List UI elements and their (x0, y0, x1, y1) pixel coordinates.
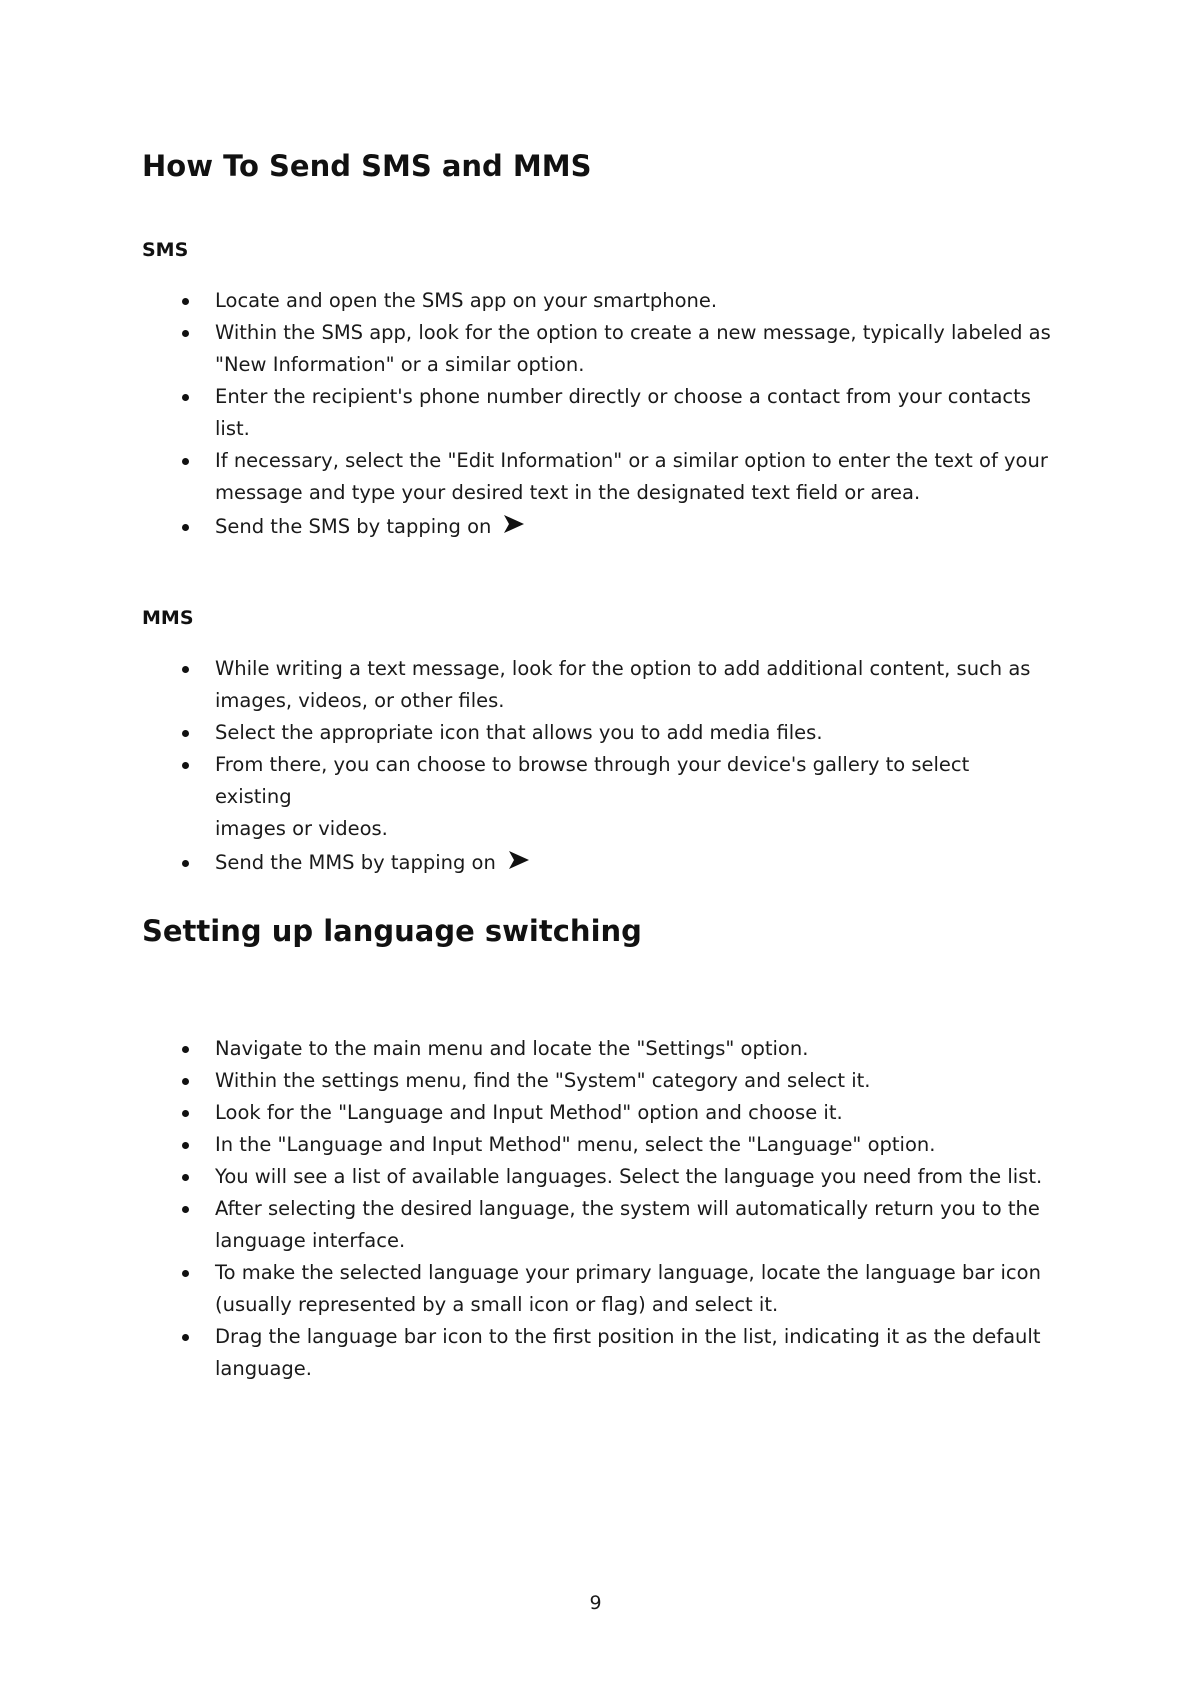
list-item (0, 749, 1191, 845)
list-item-line: Send the SMS by tapping on (215, 515, 492, 538)
list-item-line: (usually represented by a small icon or flag) and select it. (215, 1293, 779, 1316)
send-arrow-icon (503, 514, 525, 534)
list-item (0, 1193, 1191, 1257)
list-item (0, 1097, 1191, 1129)
list-item (0, 847, 1191, 879)
bullet-dot (182, 1206, 189, 1213)
list-item-line: Navigate to the main menu and locate the "Settings" option. (215, 1037, 809, 1060)
list-item (0, 653, 1191, 717)
heading-mms: MMS (142, 607, 194, 629)
bullet-dot (182, 330, 189, 337)
list-item (0, 1161, 1191, 1193)
list-item-line: Enter the recipient's phone number directly or choose a contact from your contacts (215, 385, 1031, 408)
list-item-line: Drag the language bar icon to the first position in the list, indicating it as the default (215, 1325, 1041, 1348)
list-item-line: message and type your desired text in the designated text field or area. (215, 481, 921, 504)
bullet-dot (182, 1270, 189, 1277)
list-item-line: list. (215, 417, 250, 440)
bullet-dot (182, 458, 189, 465)
bullet-dot (182, 1110, 189, 1117)
list-item-line: Locate and open the SMS app on your smartphone. (215, 289, 718, 312)
bullet-dot (182, 1046, 189, 1053)
page-number: 9 (589, 1592, 602, 1614)
bullet-dot (182, 860, 189, 867)
list-item (0, 1065, 1191, 1097)
list-item-line: After selecting the desired language, the system will automatically return you to the (215, 1197, 1040, 1220)
list-item (0, 1129, 1191, 1161)
list-item (0, 717, 1191, 749)
bullet-dot (182, 666, 189, 673)
bullet-dot (182, 524, 189, 531)
list-item (0, 1033, 1191, 1065)
list-item-line: "New Information" or a similar option. (215, 353, 585, 376)
list-item-line: Send the MMS by tapping on (215, 851, 496, 874)
list-item (0, 381, 1191, 445)
list-item (0, 445, 1191, 509)
list-item-line: While writing a text message, look for the option to add additional content, such as (215, 657, 1031, 680)
language-steps-list (0, 1033, 1191, 1385)
list-item-line: language interface. (215, 1229, 406, 1252)
list-item-line: To make the selected language your primary language, locate the language bar icon (215, 1261, 1041, 1284)
list-item-line: Within the SMS app, look for the option to create a new message, typically labeled as (215, 321, 1051, 344)
list-item-line: You will see a list of available languages. Select the language you need from the list. (215, 1165, 1043, 1188)
sms-steps-list (0, 285, 1191, 543)
bullet-dot (182, 762, 189, 769)
list-item (0, 317, 1191, 381)
list-item-line: images or videos. (215, 817, 388, 840)
list-item-line: In the "Language and Input Method" menu, select the "Language" option. (215, 1133, 936, 1156)
mms-steps-list (0, 653, 1191, 879)
heading-sms: SMS (142, 239, 189, 261)
list-item-line: If necessary, select the "Edit Information" or a similar option to enter the text of your (215, 449, 1048, 472)
title-sms-mms: How To Send SMS and MMS (142, 149, 592, 183)
list-item (0, 285, 1191, 317)
bullet-dot (182, 394, 189, 401)
list-item-line: Select the appropriate icon that allows you to add media files. (215, 721, 823, 744)
list-item-line: images, videos, or other files. (215, 689, 505, 712)
bullet-dot (182, 298, 189, 305)
bullet-dot (182, 1142, 189, 1149)
list-item (0, 511, 1191, 543)
bullet-dot (182, 1078, 189, 1085)
list-item (0, 1321, 1191, 1385)
title-language-switching: Setting up language switching (142, 914, 642, 948)
list-item (0, 1257, 1191, 1321)
bullet-dot (182, 730, 189, 737)
list-item-line: Look for the "Language and Input Method" option and choose it. (215, 1101, 843, 1124)
list-item-line: From there, you can choose to browse through your device's gallery to select existing (215, 753, 970, 808)
bullet-dot (182, 1174, 189, 1181)
list-item-line: Within the settings menu, find the "System" category and select it. (215, 1069, 871, 1092)
send-arrow-icon (508, 850, 530, 870)
bullet-dot (182, 1334, 189, 1341)
list-item-line: language. (215, 1357, 312, 1380)
